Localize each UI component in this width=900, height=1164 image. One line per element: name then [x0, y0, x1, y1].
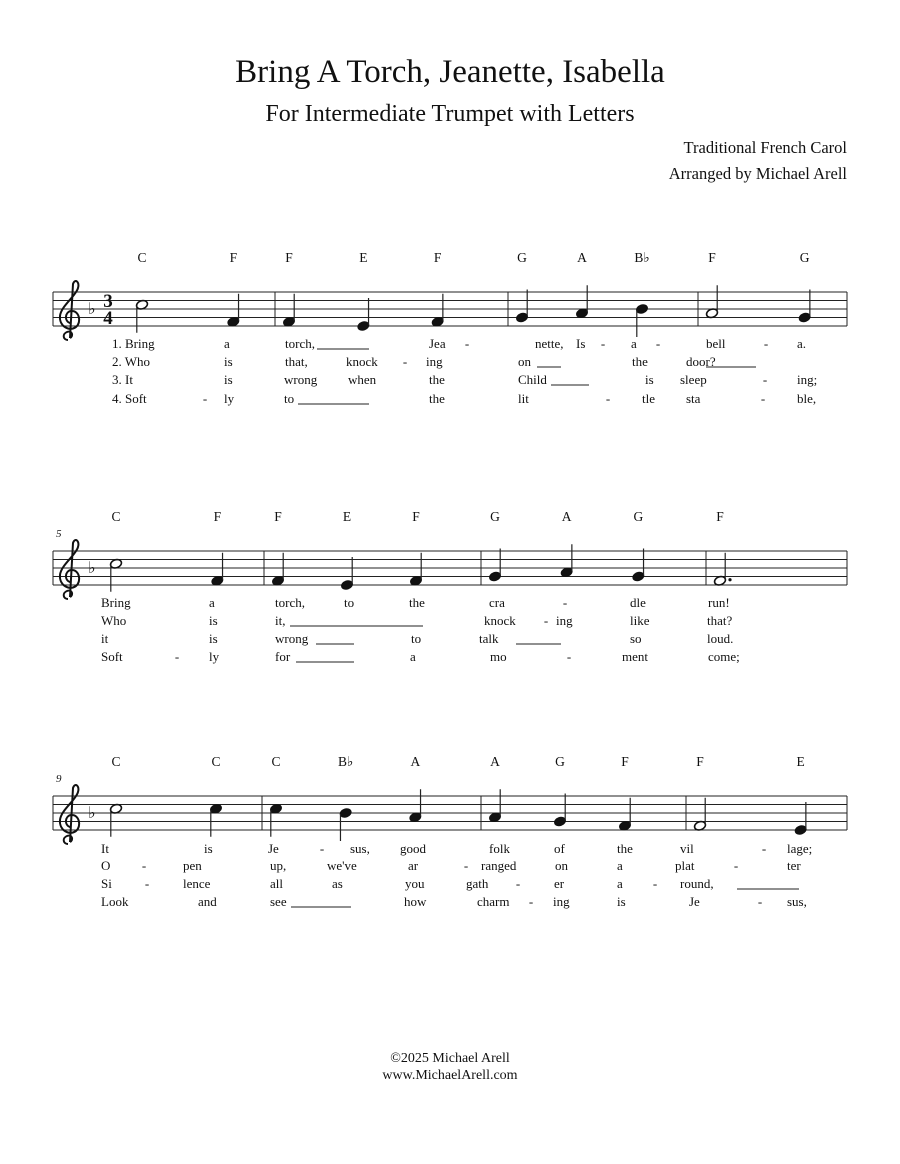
note: [705, 285, 718, 319]
footer: [0, 1050, 900, 1084]
lyric-hyphen: -: [562, 595, 568, 610]
lyric-word: lage;: [787, 841, 813, 856]
lyric-word: Child: [518, 372, 547, 387]
lyric-word: is: [204, 841, 213, 856]
lyric-word: It: [101, 841, 109, 856]
note-letter: F: [229, 250, 238, 265]
lyric-word: plat: [675, 858, 695, 873]
lyric-hyphen: -: [174, 649, 180, 664]
lyric-word: is: [209, 631, 218, 646]
note: [282, 294, 295, 328]
note: [409, 789, 422, 823]
key-signature-flat-icon: ♭: [88, 301, 96, 318]
lyric-word: is: [617, 894, 626, 909]
lyric-word: gath: [466, 876, 489, 891]
note: [488, 549, 501, 583]
staff-system-2: [53, 509, 847, 664]
lyric-word: the: [617, 841, 633, 856]
note-letter: F: [274, 509, 282, 524]
note: [553, 794, 566, 828]
lyric-word: a: [631, 336, 637, 351]
note-letter: G: [517, 250, 527, 265]
key-signature-flat-icon: ♭: [88, 805, 96, 822]
note: [798, 290, 811, 324]
lyric-word: when: [348, 372, 377, 387]
note-letter: A: [410, 754, 421, 769]
lyric-word: on: [555, 858, 568, 873]
lyric-word: is: [224, 372, 233, 387]
lyric-word: the: [429, 391, 445, 406]
lyric-word: ly: [209, 649, 220, 664]
lyric-word: ment: [622, 649, 648, 664]
lyric-word: you: [405, 876, 425, 891]
key-signature-flat-icon: ♭: [88, 560, 96, 577]
note-letter: F: [433, 250, 442, 265]
lyric-word: ing: [556, 613, 573, 628]
note: [271, 553, 284, 587]
lyric-word: talk: [479, 631, 499, 646]
lyric-word: all: [270, 876, 283, 891]
lyric-word: is: [209, 613, 218, 628]
lyric-word: ar: [408, 858, 419, 873]
lyric-word: like: [630, 613, 650, 628]
lyric-word: a: [617, 858, 623, 873]
lyric-word: of: [554, 841, 565, 856]
lyric-word: er: [554, 876, 565, 891]
note: [431, 294, 444, 328]
lyric-word: good: [400, 841, 426, 856]
lyric-word: and: [198, 894, 217, 909]
lyric-hyphen: -: [528, 894, 534, 909]
lyric-hyphen: -: [760, 391, 766, 406]
lyric-hyphen: -: [463, 858, 469, 873]
lyric-word: ble,: [797, 391, 817, 406]
note-letter: E: [796, 754, 805, 769]
note: [618, 798, 631, 832]
lyric-word: Soft: [101, 649, 123, 664]
lyric-hyphen: -: [652, 876, 658, 891]
lyric-hyphen: -: [402, 354, 408, 369]
lyric-word: the: [429, 372, 445, 387]
lyric-hyphen: -: [757, 894, 763, 909]
lyric-word: Je: [268, 841, 279, 856]
lyric-word: lit: [518, 391, 529, 406]
note: [693, 798, 706, 832]
note-letter: F: [621, 754, 629, 769]
lyric-hyphen: -: [144, 876, 150, 891]
note: [135, 299, 148, 333]
lyric-word: Jea: [429, 336, 446, 351]
website-link: www.MichaelArell.com: [382, 1068, 518, 1083]
lyric-word: tle: [642, 391, 655, 406]
lyric-word: 3. It: [112, 372, 133, 387]
lyric-word: a: [224, 336, 230, 351]
lyric-word: it: [101, 631, 109, 646]
note-letter: C: [271, 754, 281, 769]
treble-clef-icon: [60, 540, 79, 599]
lyric-word: folk: [489, 841, 510, 856]
note: [109, 803, 122, 837]
lyric-hyphen: -: [319, 841, 325, 856]
note-letter: A: [490, 754, 500, 769]
lyric-word: to: [344, 595, 355, 610]
lyric-hyphen: -: [761, 841, 767, 856]
lyric-word: for: [275, 649, 291, 664]
lyric-word: knock: [346, 354, 378, 369]
lyric-word: is: [645, 372, 654, 387]
lyric-word: it,: [275, 613, 286, 628]
lyric-word: torch,: [275, 595, 305, 610]
lyric-word: that?: [707, 613, 733, 628]
note-letter: E: [359, 250, 368, 265]
lyric-word: torch,: [285, 336, 315, 351]
lyric-word: ranged: [481, 858, 517, 873]
note: [488, 789, 501, 823]
lyric-word: ing: [553, 894, 570, 909]
lyric-word: is: [224, 354, 233, 369]
lyric-word: sus,: [787, 894, 807, 909]
note-letter: F: [716, 509, 724, 524]
note: [339, 807, 352, 841]
note-letter: G: [490, 509, 500, 524]
lyric-word: dle: [630, 595, 646, 610]
note: [209, 803, 222, 837]
note-letter: B♭: [634, 250, 650, 265]
lyric-word: see: [270, 894, 287, 909]
note: [713, 553, 731, 587]
lyric-word: knock: [484, 613, 516, 628]
note-letter: C: [211, 754, 221, 769]
lyric-word: how: [404, 894, 427, 909]
lyric-word: mo: [490, 649, 507, 664]
lyric-hyphen: -: [566, 649, 572, 664]
lyric-hyphen: -: [762, 372, 768, 387]
lyric-word: 4. Soft: [112, 391, 147, 406]
time-signature-top: 3: [103, 291, 113, 312]
lyric-word: on: [518, 354, 531, 369]
lyric-hyphen: -: [464, 336, 470, 351]
measure-number: 9: [56, 773, 62, 785]
note-letter: F: [696, 754, 704, 769]
lyric-word: vil: [680, 841, 694, 856]
note: [515, 290, 528, 324]
note-letter: C: [111, 509, 121, 524]
augmentation-dot: [728, 578, 731, 581]
lyric-word: sleep: [680, 372, 707, 387]
note-letter: B♭: [337, 754, 354, 769]
lyric-word: sus,: [350, 841, 370, 856]
lyric-word: Je: [689, 894, 700, 909]
lyric-word: cra: [489, 595, 505, 610]
lyric-word: lence: [183, 876, 211, 891]
lyric-hyphen: -: [543, 613, 549, 628]
lyric-word: a.: [797, 336, 807, 351]
note: [632, 549, 645, 583]
page-subtitle: For Intermediate Trumpet with Letters: [265, 101, 635, 127]
treble-clef-icon: [60, 785, 79, 844]
note-letter: F: [213, 509, 222, 524]
staff-system-1: [53, 250, 847, 406]
lyric-word: Si: [101, 876, 112, 891]
lyric-word: the: [409, 595, 425, 610]
copyright-notice: ©2025 Michael Arell: [390, 1051, 510, 1066]
lyric-word: bell: [706, 336, 726, 351]
lyric-word: so: [630, 631, 642, 646]
page-title: Bring A Torch, Jeanette, Isabella: [235, 54, 665, 90]
lyric-word: to: [284, 391, 295, 406]
lyric-word: Bring: [101, 595, 131, 610]
lyric-word: ly: [224, 391, 235, 406]
lyric-word: the: [632, 354, 648, 369]
note-letter: G: [633, 509, 644, 524]
note-letter: A: [561, 509, 572, 524]
lyric-word: loud.: [707, 631, 734, 646]
staff-system-3: [53, 754, 847, 909]
measure-number: 5: [56, 528, 62, 540]
note: [357, 298, 370, 332]
lyric-hyphen: -: [733, 858, 739, 873]
lyric-word: ing;: [797, 372, 818, 387]
lyric-word: 2. Who: [112, 354, 151, 369]
lyric-word: Is: [576, 336, 586, 351]
lyric-word: Who: [101, 613, 127, 628]
lyric-word: ing: [426, 354, 443, 369]
lyric-word: Look: [101, 894, 129, 909]
lyric-word: door?: [686, 354, 716, 369]
lyric-word: that,: [285, 354, 308, 369]
lyric-word: up,: [270, 858, 287, 873]
lyric-word: come;: [708, 649, 740, 664]
treble-clef-icon: [60, 281, 79, 340]
lyric-word: to: [411, 631, 422, 646]
lyric-hyphen: -: [605, 391, 611, 406]
note: [109, 558, 122, 592]
lyric-hyphen: -: [655, 336, 661, 351]
lyric-word: sta: [686, 391, 701, 406]
note-letter: C: [111, 754, 121, 769]
lyric-word: nette,: [535, 336, 564, 351]
time-signature-bottom: 4: [103, 308, 113, 329]
note: [794, 802, 807, 836]
lyric-word: pen: [183, 858, 202, 873]
lyric-word: wrong: [275, 631, 309, 646]
lyric-word: round,: [680, 876, 714, 891]
note: [340, 557, 353, 591]
lyric-word: a: [209, 595, 215, 610]
lyric-word: we've: [327, 858, 357, 873]
lyric-hyphen: -: [202, 391, 208, 406]
note: [560, 544, 573, 578]
lyric-word: as: [332, 876, 343, 891]
note-letter: A: [577, 250, 587, 265]
lyric-word: a: [617, 876, 623, 891]
lyric-word: a: [410, 649, 416, 664]
lyric-hyphen: -: [141, 858, 147, 873]
composer-credit: Traditional French Carol: [683, 138, 847, 157]
note: [211, 553, 224, 587]
note-letter: E: [342, 509, 352, 524]
note-letter: F: [412, 509, 420, 524]
lyric-word: charm: [477, 894, 510, 909]
note-letter: G: [555, 754, 565, 769]
lyric-word: wrong: [284, 372, 318, 387]
note-letter: C: [137, 250, 147, 265]
lyric-word: run!: [708, 595, 730, 610]
note: [227, 294, 240, 328]
note: [635, 303, 648, 337]
note-letter: F: [708, 250, 716, 265]
note: [575, 285, 588, 319]
lyric-hyphen: -: [763, 336, 769, 351]
note-letter: G: [799, 250, 810, 265]
note-letter: F: [285, 250, 293, 265]
lyric-hyphen: -: [515, 876, 521, 891]
note: [409, 553, 422, 587]
lyric-word: ter: [787, 858, 801, 873]
lyric-hyphen: -: [600, 336, 606, 351]
lyric-word: 1. Bring: [112, 336, 155, 351]
note: [269, 803, 282, 837]
lyric-word: O: [101, 858, 111, 873]
arranger-credit: Arranged by Michael Arell: [668, 164, 847, 183]
